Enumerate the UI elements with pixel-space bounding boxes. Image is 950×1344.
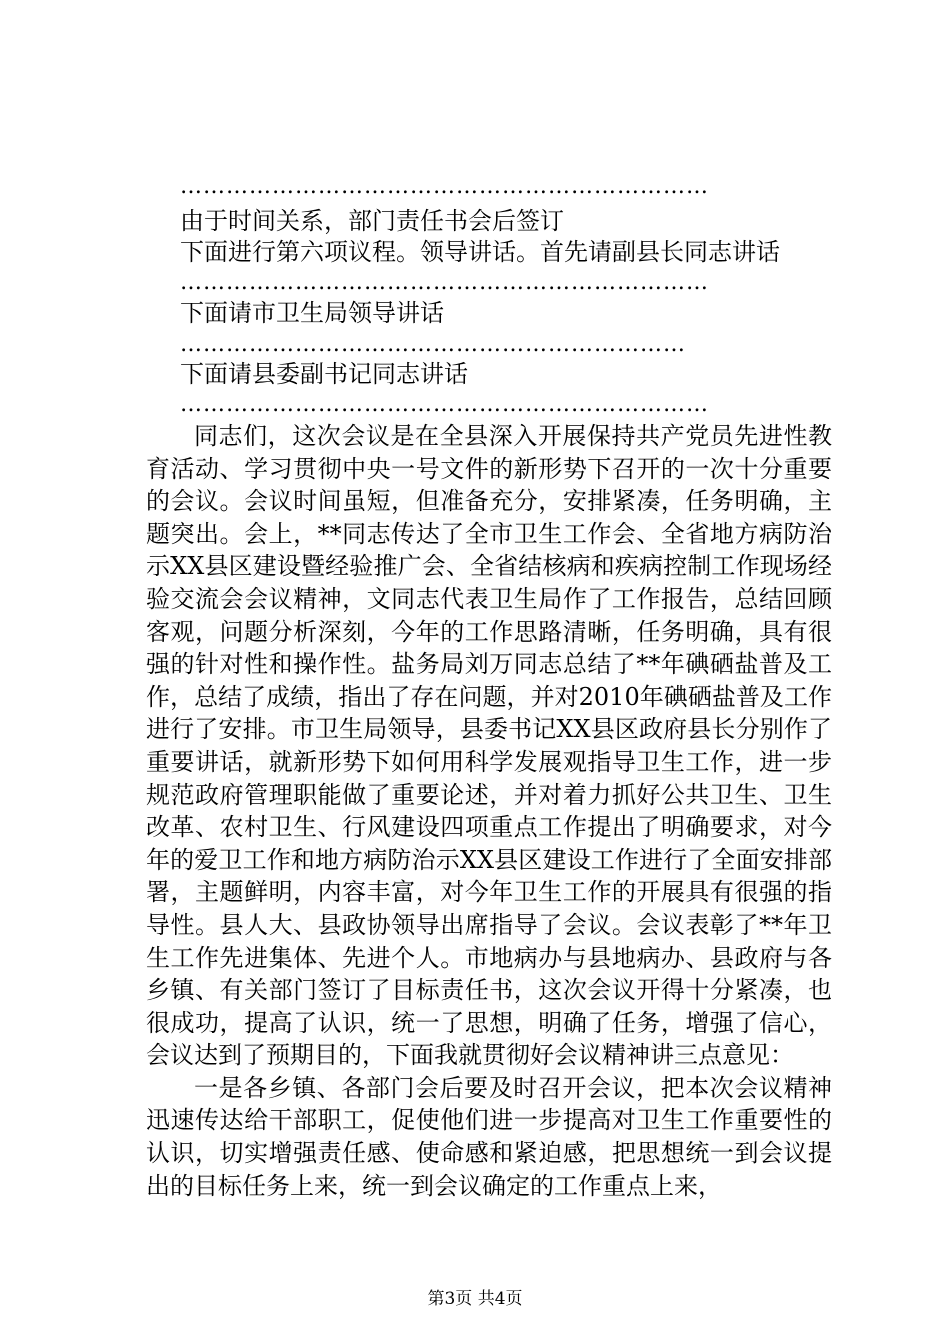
agenda-six-line: 下面进行第六项议程。领导讲话。首先请副县长同志讲话 xyxy=(180,238,780,266)
ellipsis-line: …………………………………………………………… xyxy=(180,176,709,198)
city-health-line: 下面请市卫生局领导讲话 xyxy=(180,299,444,327)
ellipsis-line: …………………………………………………………… xyxy=(180,272,709,294)
ellipsis-line: ………………………………………………………… xyxy=(180,334,686,356)
sign-later-line: 由于时间关系，部门责任书会后签订 xyxy=(180,207,564,235)
paragraph-point-one: 一是各乡镇、各部门会后要及时召开会议，把本次会议精神迅速传达给干部职工，促使他们进一步提高对卫生工作重要性的认识，切实增强责任感、使命感和紧迫感，把思想统一到会议提出的目标任务上来，统一到会议确定的工作重点上来， xyxy=(146,1073,832,1200)
page-footer: 第3页 共4页 xyxy=(427,1289,523,1309)
paragraph-summary: 同志们，这次会议是在全县深入开展保持共产党员先进性教育活动、学习贯彻中央一号文件的新形势下召开的一次十分重要的会议。会议时间虽短，但准备充分，安排紧凑，任务明确，主题突出。会上，**同志传达了全市卫生工作会、全省地方病防治示XX县区建设暨经验推广会、全省结核病和疾病控制工作现场经验交流会会议精神，文同志代表卫生局作了工作报告，总结回顾客观，问题分析深刻，今年的工作思路清晰，任务明确，具有很强的针对性和操作性。盐务局刘万同志总结了**年碘硒盐普及工作，总结了成绩，指出了存在问题，并对2010年碘硒盐普及工作进行了安排。市卫生局领导，县委书记XX县区政府县长分别作了重要讲话，就新形势下如何用科学发展观指导卫生工作，进一步规范政府管理职能做了重要论述，并对着力抓好公共卫生、卫生改革、农村卫生、行风建设四项重点工作提出了明确要求，对今年的爱卫工作和地方病防治示XX县区建设工作进行了全面安排部署，主题鲜明，内容丰富，对今年卫生工作的开展具有很强的指导性。县人大、县政协领导出席指导了会议。会议表彰了**年卫生工作先进集体、先进个人。市地病办与县地病办、县政府与各乡镇、有关部门签订了目标责任书，这次会议开得十分紧凑，也很成功，提高了认识，统一了思想，明确了任务，增强了信心，会议达到了预期目的，下面我就贯彻好会议精神讲三点意见： xyxy=(146,422,832,1070)
body-text xyxy=(146,420,832,1202)
ellipsis-line: …………………………………………………………… xyxy=(180,394,709,416)
deputy-secretary-line: 下面请县委副书记同志讲话 xyxy=(180,360,468,388)
